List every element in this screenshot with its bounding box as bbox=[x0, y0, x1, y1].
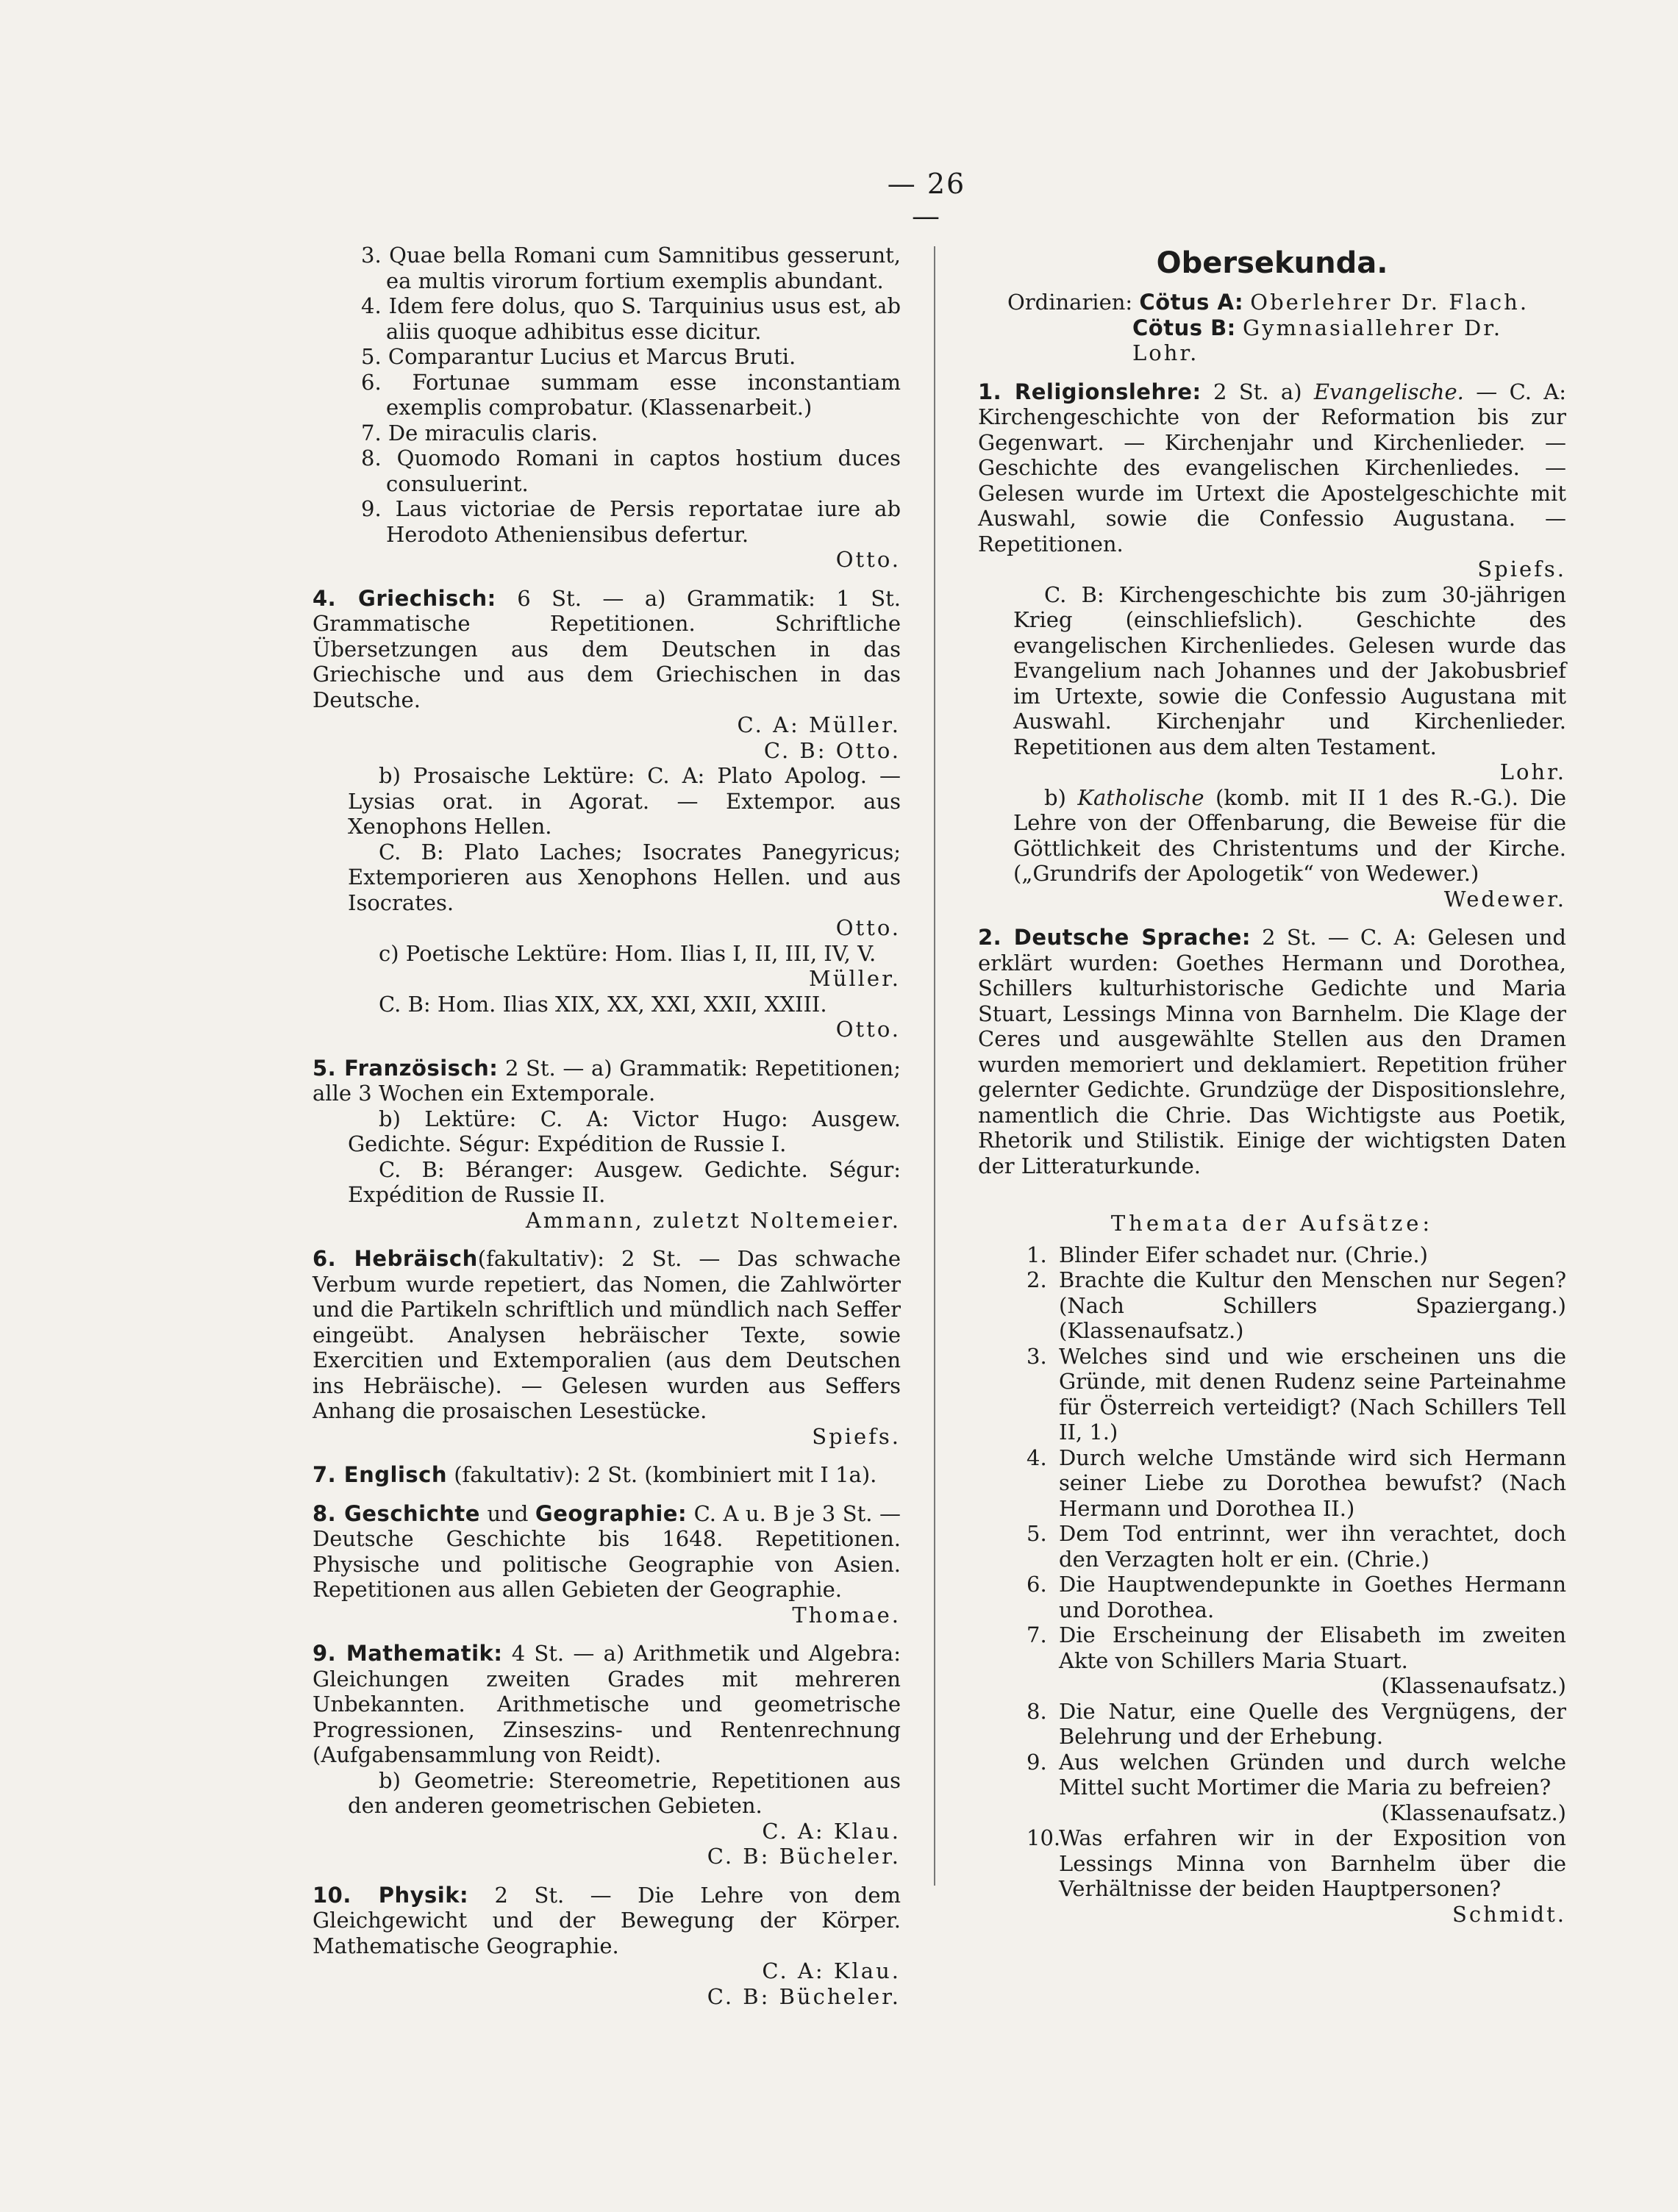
hebrew-signature: Spiefs. bbox=[812, 1423, 901, 1449]
greek-poetry-sig: Müller. bbox=[809, 966, 901, 991]
hebrew-section: 6. Hebräisch(fakultativ): 2 St. — Das schwache Verbum wurde repetiert, das Nomen, die Zahlwörter und die Partikeln schriftlich und mündlich nach Seffer eingeübt. Analysen hebräischer Texte, sowie Exercitien und Extemporalien (aus dem Deutschen ins Hebräische). — Gelesen wurden aus Seffers Anhang die prosaischen Lesestücke. bbox=[313, 1246, 901, 1423]
math-sig-b: C. B: Bücheler. bbox=[707, 1844, 901, 1869]
math-section: 9. Mathematik: 4 St. — a) Arithmetik und Algebra: Gleichungen zweiten Grades mit mehreren Unbekannten. Arithmetische und geometrische Progressionen, Zinseszins- und Rentenrechnung (Aufgabensammlung von Reidt). bbox=[313, 1641, 901, 1767]
theme-6: 6. Die Hauptwendepunkte in Goethes Hermann und Dorothea. bbox=[1027, 1572, 1566, 1622]
physics-section: 10. Physik: 2 St. — Die Lehre von dem Gleichgewicht und der Bewegung der Körper. Mathematische Geographie. bbox=[313, 1882, 901, 1958]
greek-poetry-b-sig: Otto. bbox=[835, 1017, 901, 1042]
religion-catholic: b) Katholische (komb. mit II 1 des R.-G.). Die Lehre von der Offenbarung, die Beweise für die Göttlichkeit des Christentums und der Kirche. („Grundrifs der Apologetik“ von Wedewer.) bbox=[1013, 784, 1567, 886]
ordinarien-a: Ordinarien: Cötus A: Oberlehrer Dr. Flach. bbox=[1007, 290, 1529, 315]
greek-prose-b: C. B: Plato Laches; Isocrates Panegyricus; Extemporieren aus Xenophons Hellen. und aus Isocrates. bbox=[348, 839, 901, 915]
religion-sig-a: Spiefs. bbox=[1477, 556, 1566, 581]
latin-item-3: 3. Quae bella Romani cum Samnitibus gesserunt, ea multis virorum fortium exemplis abundant. bbox=[361, 243, 901, 293]
math-geometry: b) Geometrie: Stereometrie, Repetitionen aus den anderen geometrischen Gebieten. bbox=[348, 1767, 901, 1818]
german-section: 2. Deutsche Sprache: 2 St. — C. A: Gelesen und erklärt wurden: Goethes Hermann und Dorothea, Schillers kulturhistorische Gedichte und Maria Stuart, Lessings Minna von Barnhelm. Die Klage der Ceres und ausgewählte Stellen aus den Dramen wurden memoriert und deklamiert. Repetition früher gelernter Gedichte. Grundzüge der Dispositionslehre, namentlich die Chrie. Das Wichtigste aus Poetik, Rhetorik und Stilistik. Einige der wichtigsten Daten der Litteraturkunde. bbox=[978, 925, 1566, 1178]
geography-heading: Geographie: bbox=[535, 1500, 688, 1526]
right-column bbox=[978, 243, 1566, 1927]
latin-item-4: 4. Idem fere dolus, quo S. Tarquinius usus est, ab aliis quoque adhibitus esse dicitur. bbox=[361, 293, 902, 344]
theme-1: 1. Blinder Eifer schadet nur. (Chrie.) bbox=[1027, 1242, 1428, 1267]
greek-sig-b: C. B: Otto. bbox=[763, 737, 901, 763]
religion-b: C. B: Kirchengeschichte bis zum 30-jährigen Krieg (einschliefslich). Geschichte des evangelischen Kirchenliedes. Gelesen wurde das Evangelium nach Johannes und der Jakobusbrief im Urtexte, sowie die Confessio Augustana mit Auswahl. Kirchenjahr und Kirchenlieder. Repetitionen aus dem alten Testament. bbox=[1013, 581, 1566, 759]
theme-2: 2. Brachte die Kultur den Menschen nur Segen? (Nach Schillers Spaziergang.) (Klassenaufsatz.) bbox=[1027, 1267, 1566, 1343]
ordinarien-b: Cötus B: Gymnasiallehrer Dr. Lohr. bbox=[1132, 315, 1503, 365]
greek-heading: 4. Griechisch: bbox=[313, 585, 496, 611]
french-section: 5. Französisch: 2 St. — a) Grammatik: Repetitionen; alle 3 Wochen ein Extemporale. bbox=[313, 1055, 902, 1106]
latin-item-7: 7. De miraculis claris. bbox=[361, 420, 599, 445]
french-reading: b) Lektüre: C. A: Victor Hugo: Ausgew. Gedichte. Ségur: Expédition de Russie I. bbox=[348, 1106, 901, 1156]
latin-item-8: 8. Quomodo Romani in captos hostium duces consuluerint. bbox=[361, 445, 901, 496]
page-number: — 26 — bbox=[887, 168, 966, 232]
german-heading: 2. Deutsche Sprache: bbox=[978, 925, 1251, 950]
latin-signature: Otto. bbox=[835, 547, 901, 572]
greek-sig-a: C. A: Müller. bbox=[737, 712, 901, 737]
hebrew-heading: 6. Hebräisch bbox=[313, 1246, 478, 1271]
english-heading: 7. Englisch bbox=[313, 1462, 447, 1487]
latin-item-9: 9. Laus victoriae de Persis reportatae iure ab Herodoto Atheniensibus defertur. bbox=[361, 496, 902, 547]
greek-prose-sig: Otto. bbox=[835, 915, 901, 940]
theme-7: 7. Die Erscheinung der Elisabeth im zweiten Akte von Schillers Maria Stuart. bbox=[1027, 1622, 1566, 1673]
greek-poetry-b: C. B: Hom. Ilias XIX, XX, XXI, XXII, XXIII. bbox=[379, 991, 827, 1017]
theme-9: 9. Aus welchen Gründen und durch welche Mittel sucht Mortimer die Maria zu befreien? bbox=[1027, 1749, 1566, 1800]
religion-section: 1. Religionslehre: 2 St. a) Evangelische. — C. A: Kirchengeschichte von der Reformation bis zur Gegenwart. — Kirchenjahr und Kirchenlieder. — Geschichte des evangelischen Kirchenliedes. — Gelesen wurde im Urtext die Apostelgeschichte mit Auswahl, sowie die Confessio Augustana. — Repetitionen. bbox=[978, 379, 1567, 556]
english-section: 7. Englisch (fakultativ): 2 St. (kombiniert mit I 1a). bbox=[313, 1462, 877, 1487]
theme-3: 3. Welches sind und wie erscheinen uns die Gründe, mit denen Rudenz seine Parteinahme für Österreich verteidigt? (Nach Schillers Tell II, 1.) bbox=[1027, 1343, 1566, 1445]
religion-sig-b: Lohr. bbox=[1499, 759, 1566, 784]
left-column bbox=[313, 243, 901, 2009]
french-signature: Ammann, zuletzt Noltemeier. bbox=[525, 1207, 901, 1233]
greek-poetry: c) Poetische Lektüre: Hom. Ilias I, II, III, IV, V. bbox=[379, 940, 877, 966]
french-reading-b: C. B: Béranger: Ausgew. Gedichte. Ségur: Expédition de Russie II. bbox=[348, 1156, 901, 1207]
theme-4: 4. Durch welche Umstände wird sich Hermann seiner Liebe zu Dorothea bewufst? (Nach Hermann und Dorothea II.) bbox=[1027, 1445, 1566, 1521]
religion-sig-c: Wedewer. bbox=[1443, 886, 1566, 912]
greek-prose: b) Prosaische Lektüre: C. A: Plato Apolog. — Lysias orat. in Agorat. — Extempor. aus Xenophons Hellen. bbox=[348, 763, 901, 839]
history-signature: Thomae. bbox=[792, 1602, 901, 1628]
physics-sig-b: C. B: Bücheler. bbox=[707, 1983, 901, 2009]
physics-heading: 10. Physik: bbox=[313, 1882, 469, 1908]
math-heading: 9. Mathematik: bbox=[313, 1641, 503, 1666]
german-signature: Schmidt. bbox=[1452, 1901, 1566, 1927]
theme-9-note: (Klassenaufsatz.) bbox=[1381, 1800, 1566, 1825]
math-sig-a: C. A: Klau. bbox=[762, 1818, 901, 1844]
history-section: 8. Geschichte und Geographie: C. A u. B je 3 St. — Deutsche Geschichte bis 1648. Repetitionen. Physische und politische Geographie von Asien. Repetitionen aus allen Gebieten der Geographie. bbox=[313, 1500, 901, 1602]
latin-item-5: 5. Comparantur Lucius et Marcus Bruti. bbox=[361, 344, 796, 369]
themes-heading: Themata der Aufsätze: bbox=[1110, 1211, 1434, 1236]
theme-8: 8. Die Natur, eine Quelle des Vergnügens, der Belehrung und der Erhebung. bbox=[1027, 1698, 1566, 1749]
religion-heading: 1. Religionslehre: bbox=[978, 379, 1202, 404]
greek-section: 4. Griechisch: 6 St. — a) Grammatik: 1 St. Grammatische Repetitionen. Schriftliche Übersetzungen aus dem Deutschen in das Griechische und aus dem Griechischen in das Deutsche. bbox=[313, 585, 901, 712]
theme-5: 5. Dem Tod entrinnt, wer ihn verachtet, doch den Verzagten holt er ein. (Chrie.) bbox=[1027, 1521, 1566, 1572]
theme-10: 10.Was erfahren wir in der Exposition von Lessings Minna von Barnhelm über die Verhältnisse der beiden Hauptpersonen? bbox=[1027, 1825, 1566, 1901]
class-title: Obersekunda. bbox=[1156, 246, 1388, 280]
history-heading: 8. Geschichte bbox=[313, 1500, 480, 1526]
latin-item-6: 6. Fortunae summam esse inconstantiam exemplis comprobatur. (Klassenarbeit.) bbox=[361, 369, 902, 420]
physics-sig-a: C. A: Klau. bbox=[762, 1958, 901, 1983]
french-heading: 5. Französisch: bbox=[313, 1055, 499, 1081]
theme-7-note: (Klassenaufsatz.) bbox=[1381, 1673, 1566, 1698]
column-divider bbox=[934, 246, 935, 1886]
